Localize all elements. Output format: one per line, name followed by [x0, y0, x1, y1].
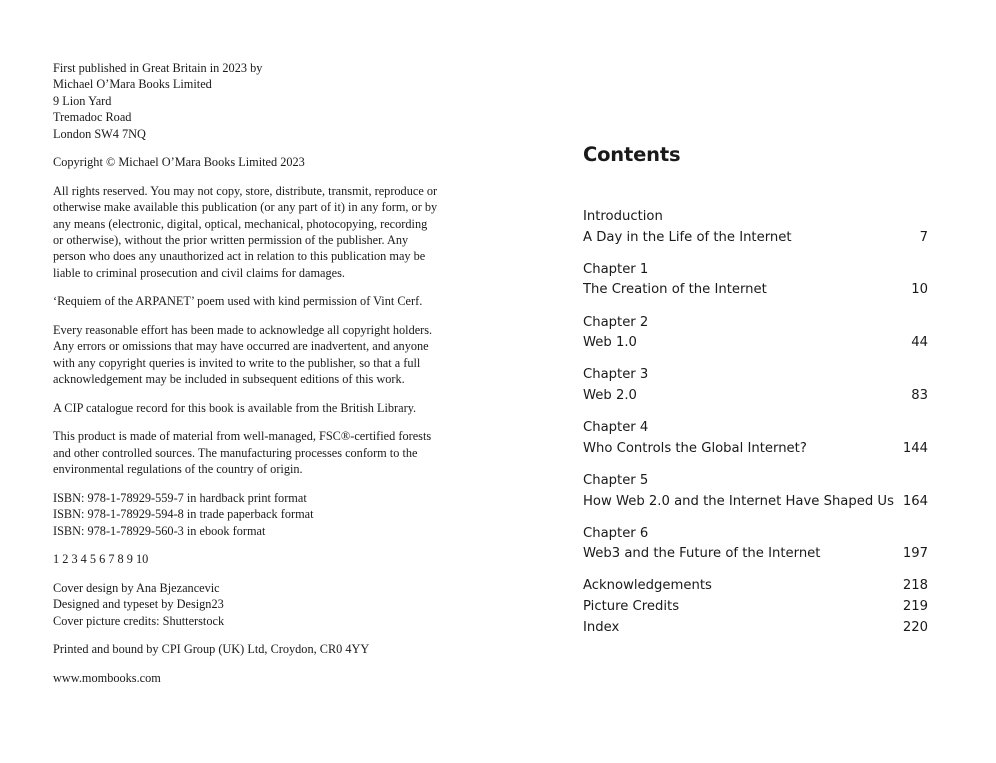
acknowledge-line: with any copyright queries is invited to write to the publisher, so that a full — [53, 355, 421, 370]
toc-entry-row — [583, 228, 928, 249]
toc-entry-chapter-3 — [583, 365, 928, 406]
imprint-line: Michael O’Mara Books Limited — [53, 77, 212, 92]
toc-entry-row — [583, 544, 928, 565]
website-line: www.mombooks.com — [53, 670, 161, 685]
rights-line: any means (electronic, digital, optical, mechanical, photocopying, recording — [53, 216, 428, 231]
toc-entry-title: The Creation of the Internet — [583, 282, 767, 298]
toc-entry-page: 44 — [911, 335, 928, 351]
toc-entry-title: How Web 2.0 and the Internet Have Shaped Us — [583, 493, 894, 509]
toc-entry-chapter-4 — [583, 418, 928, 459]
toc-entry-label: Chapter 4 — [583, 420, 649, 436]
printing-line: 1 2 3 4 5 6 7 8 9 10 — [53, 552, 149, 567]
rights-line: or otherwise), without the prior written permission of the publisher. Any — [53, 233, 409, 248]
rights-reserved — [53, 183, 453, 281]
toc-entry-label: Chapter 5 — [583, 472, 649, 488]
copyright-page — [53, 60, 453, 698]
imprint-line: Tremadoc Road — [53, 110, 132, 125]
credit-line: Designed and typeset by Design23 — [53, 597, 224, 612]
toc-entry-page: 218 — [902, 578, 928, 594]
toc-entry-label: Chapter 1 — [583, 261, 649, 277]
rights-line: otherwise make available this publication (or any part of it) in any form, or by — [53, 200, 438, 215]
toc-entry-page: 164 — [902, 493, 928, 509]
copyright-line: Copyright © Michael O’Mara Books Limited 2023 — [53, 155, 305, 170]
fsc-line: This product is made of material from well-managed, FSC®-certified forests — [53, 429, 432, 444]
toc-back-index — [583, 618, 928, 639]
toc-back-matter — [583, 576, 928, 638]
toc-entry-chapter-1 — [583, 260, 928, 301]
toc-entry-chapter-2 — [583, 313, 928, 354]
isbn-line: ISBN: 978-1-78929-559-7 in hardback print format — [53, 490, 307, 505]
permission-line: ‘Requiem of the ARPANET’ poem used with kind permission of Vint Cerf. — [53, 294, 423, 309]
toc-entry-introduction — [583, 207, 928, 248]
toc-back-acknowledgements — [583, 576, 928, 597]
design-credits — [53, 580, 453, 629]
rights-line: person who does any unauthorized act in relation to this publication may be — [53, 249, 426, 264]
contents-title: Contents — [583, 143, 681, 166]
toc-entry-title: Web3 and the Future of the Internet — [583, 546, 821, 562]
fsc-notice — [53, 428, 453, 477]
toc-back-picture-credits — [583, 597, 928, 618]
imprint-line: London SW4 7NQ — [53, 126, 146, 141]
toc-entry-row — [583, 439, 928, 460]
toc-entry-title: Who Controls the Global Internet? — [583, 440, 807, 456]
acknowledge-line: Any errors or omissions that may have occurred are inadvertent, and anyone — [53, 339, 429, 354]
toc-entry-chapter-6 — [583, 524, 928, 565]
toc-entry-label: Introduction — [583, 209, 663, 224]
toc-entry-title: A Day in the Life of the Internet — [583, 229, 792, 245]
cip-line: A CIP catalogue record for this book is available from the British Library. — [53, 400, 417, 415]
isbn-line: ISBN: 978-1-78929-560-3 in ebook format — [53, 523, 266, 538]
acknowledgement-notice — [53, 322, 453, 388]
toc-entry-title: Web 2.0 — [583, 387, 637, 403]
contents-page — [583, 142, 928, 638]
toc-entry-title: Index — [583, 619, 620, 635]
acknowledge-line: acknowledgement may be included in subsequent editions of this work. — [53, 372, 405, 387]
printing-number-line — [53, 551, 453, 567]
copyright-notice — [53, 154, 453, 170]
toc-entry-page: 219 — [902, 599, 928, 615]
toc-entry-title: Acknowledgements — [583, 578, 712, 594]
toc-entry-label: Chapter 6 — [583, 525, 649, 541]
acknowledge-line: Every reasonable effort has been made to acknowledge all copyright holders. — [53, 323, 433, 338]
toc-entry-row — [583, 386, 928, 407]
imprint-line: 9 Lion Yard — [53, 93, 112, 108]
printer-notice — [53, 641, 453, 657]
website — [53, 670, 453, 686]
printer-line: Printed and bound by CPI Group (UK) Ltd, Croydon, CR0 4YY — [53, 642, 370, 657]
toc-entry-chapter-5 — [583, 471, 928, 512]
poem-permission — [53, 293, 453, 309]
toc-entry-page: 220 — [902, 619, 928, 635]
toc-entry-row — [583, 280, 928, 301]
isbn-line: ISBN: 978-1-78929-594-8 in trade paperback format — [53, 507, 314, 522]
toc-entry-row — [583, 492, 928, 513]
credit-line: Cover picture credits: Shutterstock — [53, 613, 225, 628]
toc-entry-page: 10 — [911, 282, 928, 298]
table-of-contents — [583, 207, 928, 638]
toc-entry-page: 144 — [902, 440, 928, 456]
toc-entry-page: 7 — [919, 229, 928, 245]
fsc-line: and other controlled sources. The manufacturing processes conform to the — [53, 445, 418, 460]
toc-entry-page: 197 — [902, 546, 928, 562]
toc-entry-row — [583, 333, 928, 354]
toc-entry-page: 83 — [911, 387, 928, 403]
toc-entry-title: Web 1.0 — [583, 335, 637, 351]
imprint-line: First published in Great Britain in 2023 by — [53, 61, 263, 75]
toc-entry-title: Picture Credits — [583, 599, 680, 615]
fsc-line: environmental regulations of the country of origin. — [53, 462, 303, 477]
credit-line: Cover design by Ana Bjezancevic — [53, 580, 220, 595]
isbn-list — [53, 490, 453, 539]
rights-line: liable to criminal prosecution and civil claims for damages. — [53, 265, 345, 280]
toc-entry-label: Chapter 2 — [583, 314, 649, 330]
cip-record — [53, 400, 453, 416]
toc-entry-label: Chapter 3 — [583, 367, 649, 383]
rights-line: All rights reserved. You may not copy, store, distribute, transmit, reproduce or — [53, 183, 438, 198]
publisher-imprint — [53, 60, 453, 142]
